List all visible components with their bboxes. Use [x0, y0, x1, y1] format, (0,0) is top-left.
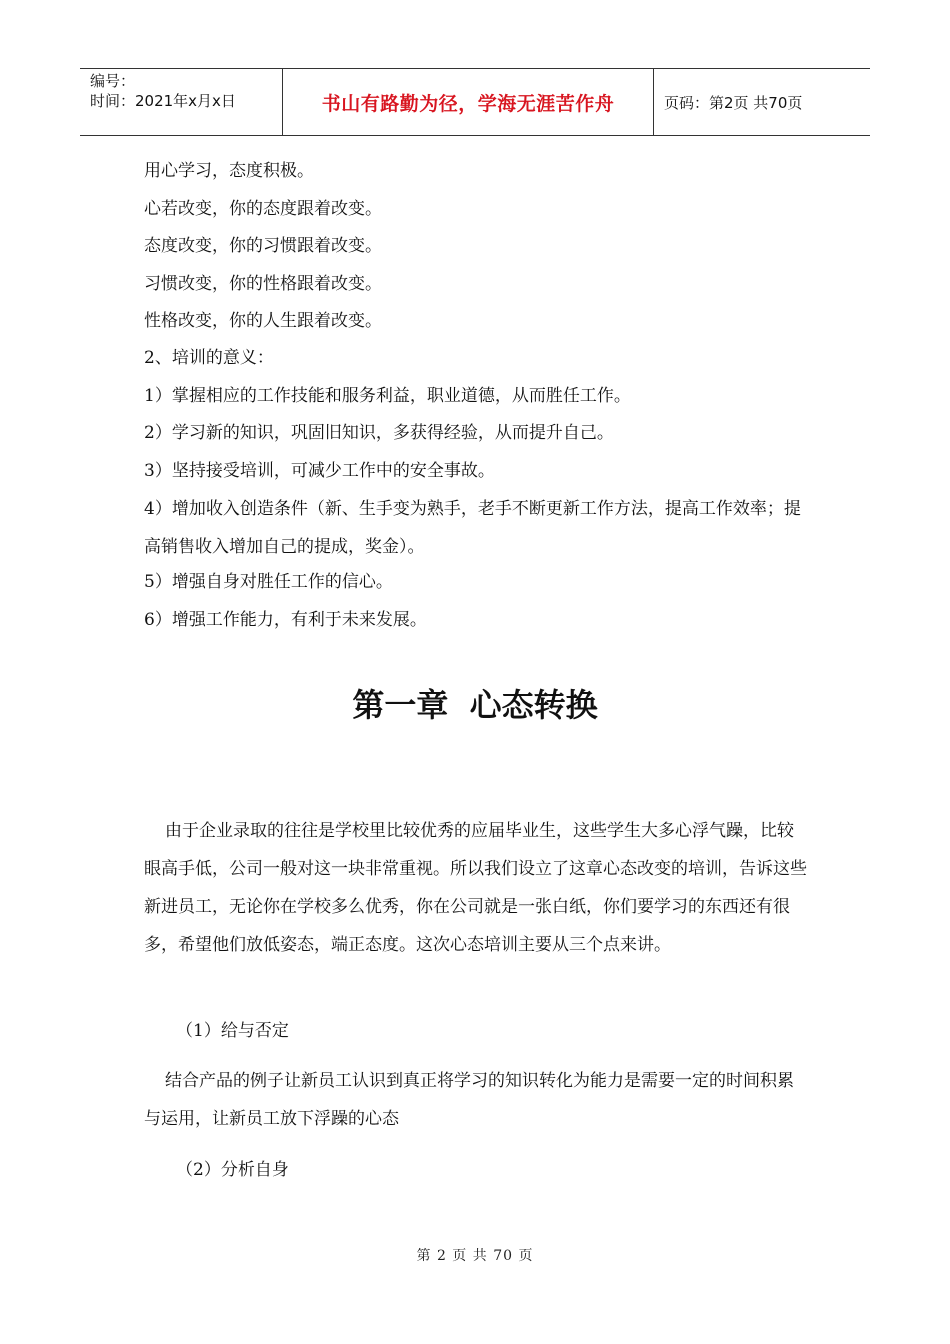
point-paragraph: 结合产品的例子让新员工认识到真正将学习的知识转化为能力是需要一定的时间积累与运用，让新员工放下浮躁的心态 — [144, 1071, 794, 1129]
list-item: 5）增强自身对胜任工作的信心。 — [144, 572, 393, 592]
document-date-label: 时间：2021年x月x日 — [90, 92, 236, 110]
list-item: 4）增加收入创造条件（新、生手变为熟手，老手不断更新工作方法，提高工作效率；提高销售收入增加自己的提成，奖金）。 — [144, 499, 801, 557]
document-number-label: 编号： — [90, 72, 136, 90]
list-item: 3）坚持接受培训，可减少工作中的安全事故。 — [144, 461, 495, 481]
list-item: 6）增强工作能力，有利于未来发展。 — [144, 610, 427, 630]
body-line: 心若改变，你的态度跟着改变。 — [144, 199, 382, 219]
intro-paragraph: 由于企业录取的往往是学校里比较优秀的应届毕业生，这些学生大多心浮气躁，比较眼高手低，公司一般对这一块非常重视。所以我们设立了这章心态改变的培训，告诉这些新进员工，无论你在学校多么优秀，你在公司就是一张白纸，你们要学习的东西还有很多，希望他们放低姿态，端正态度。这次心态培训主要从三个点来讲。 — [144, 821, 807, 955]
header-motto: 书山有路勤为径，学海无涯苦作舟 — [282, 69, 654, 135]
list-item: 2）学习新的知识，巩固旧知识，多获得经验，从而提升自己。 — [144, 423, 614, 443]
header-page-info: 页码：第2页 共70页 — [664, 93, 803, 112]
body-line: 性格改变，你的人生跟着改变。 — [144, 311, 382, 331]
page-header — [80, 68, 870, 136]
chapter-title: 第一章 心态转换 — [352, 686, 598, 724]
header-meta — [80, 69, 282, 135]
list-item: 1）掌握相应的工作技能和服务利益，职业道德，从而胜任工作。 — [144, 386, 631, 406]
point-heading: （1）给与否定 — [176, 1021, 289, 1041]
page-footer: 第 2 页 共 70 页 — [416, 1248, 534, 1264]
body-line: 用心学习，态度积极。 — [144, 161, 314, 181]
section-heading: 2、培训的意义： — [144, 348, 274, 368]
body-line: 态度改变，你的习惯跟着改变。 — [144, 236, 382, 256]
point-heading: （2）分析自身 — [176, 1160, 289, 1180]
body-line: 习惯改变，你的性格跟着改变。 — [144, 274, 382, 294]
